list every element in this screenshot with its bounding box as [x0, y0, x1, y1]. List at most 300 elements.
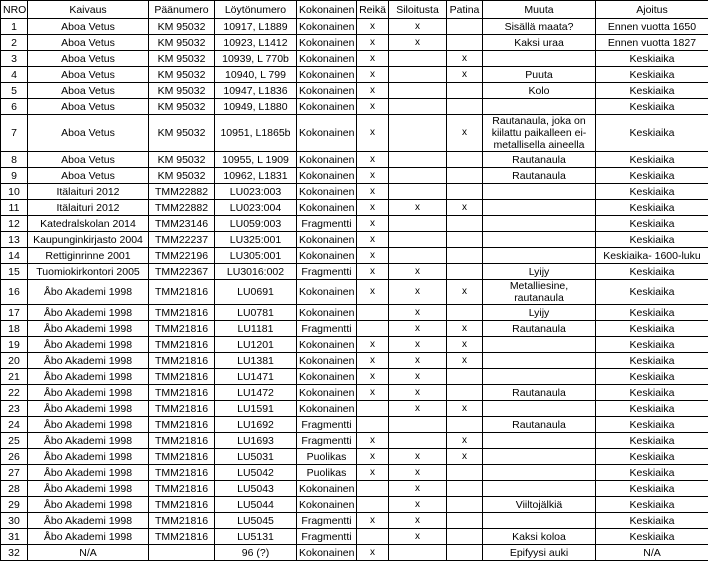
- column-header-loytonumero: Löytönumero: [215, 1, 297, 19]
- table-row: [1, 67, 708, 83]
- cell-ajoitus: Keskiaika: [596, 280, 708, 305]
- cell-nro: 31: [1, 529, 28, 545]
- table-row: [1, 200, 708, 216]
- cell-loytonumero: LU305:001: [215, 248, 297, 264]
- cell-patina: x: [447, 401, 483, 417]
- cell-patina: [447, 465, 483, 481]
- cell-patina: x: [447, 353, 483, 369]
- table-row: [1, 497, 708, 513]
- cell-patina: [447, 513, 483, 529]
- cell-kaivaus: Åbo Akademi 1998: [28, 280, 149, 305]
- cell-loytonumero: LU0691: [215, 280, 297, 305]
- cell-nro: 25: [1, 433, 28, 449]
- cell-patina: [447, 168, 483, 184]
- cell-muuta: [483, 99, 596, 115]
- column-header-muuta: Muuta: [483, 1, 596, 19]
- cell-reika: [357, 305, 389, 321]
- cell-nro: 9: [1, 168, 28, 184]
- cell-nro: 27: [1, 465, 28, 481]
- cell-reika: x: [357, 353, 389, 369]
- cell-reika: [357, 529, 389, 545]
- cell-ajoitus: Keskiaika: [596, 232, 708, 248]
- cell-nro: 32: [1, 545, 28, 561]
- table-row: [1, 449, 708, 465]
- cell-loytonumero: 10940, L 799: [215, 67, 297, 83]
- cell-kokonainen: Kokonainen: [297, 248, 357, 264]
- table-header-row: [1, 1, 708, 19]
- cell-kokonainen: Kokonainen: [297, 497, 357, 513]
- cell-siloitusta: x: [389, 35, 447, 51]
- cell-siloitusta: x: [389, 353, 447, 369]
- cell-reika: x: [357, 232, 389, 248]
- cell-kaivaus: Åbo Akademi 1998: [28, 337, 149, 353]
- cell-patina: x: [447, 449, 483, 465]
- cell-ajoitus: Keskiaika: [596, 465, 708, 481]
- cell-paanumero: KM 95032: [149, 19, 215, 35]
- cell-nro: 20: [1, 353, 28, 369]
- cell-nro: 1: [1, 19, 28, 35]
- cell-paanumero: [149, 545, 215, 561]
- cell-reika: x: [357, 184, 389, 200]
- cell-nro: 10: [1, 184, 28, 200]
- cell-kokonainen: Kokonainen: [297, 401, 357, 417]
- cell-reika: x: [357, 280, 389, 305]
- cell-muuta: [483, 232, 596, 248]
- cell-kaivaus: Åbo Akademi 1998: [28, 497, 149, 513]
- cell-muuta: Metalliesine, rautanaula: [483, 280, 596, 305]
- cell-kaivaus: Aboa Vetus: [28, 152, 149, 168]
- cell-kaivaus: Åbo Akademi 1998: [28, 465, 149, 481]
- cell-ajoitus: Keskiaika: [596, 152, 708, 168]
- cell-siloitusta: [389, 232, 447, 248]
- cell-nro: 13: [1, 232, 28, 248]
- cell-muuta: Rautanaula: [483, 152, 596, 168]
- cell-kaivaus: Åbo Akademi 1998: [28, 449, 149, 465]
- cell-kokonainen: Kokonainen: [297, 545, 357, 561]
- cell-nro: 15: [1, 264, 28, 280]
- cell-reika: x: [357, 152, 389, 168]
- table-row: [1, 321, 708, 337]
- column-header-paanumero: Päänumero: [149, 1, 215, 19]
- cell-loytonumero: LU325:001: [215, 232, 297, 248]
- cell-siloitusta: x: [389, 369, 447, 385]
- cell-siloitusta: [389, 248, 447, 264]
- cell-muuta: [483, 433, 596, 449]
- table-row: [1, 337, 708, 353]
- cell-paanumero: KM 95032: [149, 35, 215, 51]
- cell-kaivaus: Tuomiokirkontori 2005: [28, 264, 149, 280]
- cell-paanumero: KM 95032: [149, 67, 215, 83]
- cell-reika: x: [357, 200, 389, 216]
- cell-paanumero: TMM22367: [149, 264, 215, 280]
- cell-paanumero: TMM21816: [149, 353, 215, 369]
- cell-loytonumero: LU1591: [215, 401, 297, 417]
- cell-kokonainen: Kokonainen: [297, 168, 357, 184]
- cell-loytonumero: 10947, L1836: [215, 83, 297, 99]
- table-row: [1, 545, 708, 561]
- cell-patina: [447, 83, 483, 99]
- cell-siloitusta: x: [389, 19, 447, 35]
- cell-kokonainen: Fragmentti: [297, 417, 357, 433]
- cell-loytonumero: LU5045: [215, 513, 297, 529]
- cell-siloitusta: x: [389, 449, 447, 465]
- cell-patina: x: [447, 280, 483, 305]
- cell-kaivaus: Åbo Akademi 1998: [28, 385, 149, 401]
- cell-loytonumero: 10923, L1412: [215, 35, 297, 51]
- cell-reika: [357, 401, 389, 417]
- cell-muuta: Viiltojälkiä: [483, 497, 596, 513]
- cell-kokonainen: Fragmentti: [297, 529, 357, 545]
- cell-kokonainen: Fragmentti: [297, 513, 357, 529]
- table-row: [1, 232, 708, 248]
- cell-siloitusta: [389, 99, 447, 115]
- cell-kaivaus: Aboa Vetus: [28, 19, 149, 35]
- cell-kaivaus: Itälaituri 2012: [28, 200, 149, 216]
- cell-loytonumero: 10962, L1831: [215, 168, 297, 184]
- cell-loytonumero: 10955, L 1909: [215, 152, 297, 168]
- cell-siloitusta: [389, 433, 447, 449]
- cell-ajoitus: Keskiaika: [596, 168, 708, 184]
- cell-nro: 8: [1, 152, 28, 168]
- cell-ajoitus: Keskiaika: [596, 401, 708, 417]
- cell-siloitusta: [389, 417, 447, 433]
- cell-patina: [447, 99, 483, 115]
- cell-loytonumero: LU5031: [215, 449, 297, 465]
- column-header-nro: NRO: [1, 1, 28, 19]
- cell-nro: 22: [1, 385, 28, 401]
- cell-reika: x: [357, 369, 389, 385]
- cell-paanumero: TMM21816: [149, 369, 215, 385]
- cell-loytonumero: 96 (?): [215, 545, 297, 561]
- cell-kaivaus: Åbo Akademi 1998: [28, 513, 149, 529]
- cell-muuta: [483, 481, 596, 497]
- cell-paanumero: TMM21816: [149, 529, 215, 545]
- cell-loytonumero: LU1692: [215, 417, 297, 433]
- cell-nro: 2: [1, 35, 28, 51]
- cell-kokonainen: Kokonainen: [297, 83, 357, 99]
- cell-reika: x: [357, 67, 389, 83]
- cell-kokonainen: Kokonainen: [297, 67, 357, 83]
- cell-nro: 3: [1, 51, 28, 67]
- cell-loytonumero: LU5043: [215, 481, 297, 497]
- cell-paanumero: TMM22882: [149, 200, 215, 216]
- table-row: [1, 305, 708, 321]
- cell-reika: x: [357, 83, 389, 99]
- cell-muuta: [483, 353, 596, 369]
- cell-kaivaus: Åbo Akademi 1998: [28, 481, 149, 497]
- cell-muuta: [483, 337, 596, 353]
- cell-siloitusta: x: [389, 385, 447, 401]
- cell-muuta: [483, 184, 596, 200]
- cell-muuta: Sisällä maata?: [483, 19, 596, 35]
- table-row: [1, 168, 708, 184]
- cell-siloitusta: x: [389, 529, 447, 545]
- cell-loytonumero: LU023:004: [215, 200, 297, 216]
- cell-paanumero: TMM21816: [149, 481, 215, 497]
- cell-patina: [447, 264, 483, 280]
- cell-patina: [447, 216, 483, 232]
- cell-kaivaus: Åbo Akademi 1998: [28, 433, 149, 449]
- cell-muuta: [483, 200, 596, 216]
- cell-reika: x: [357, 465, 389, 481]
- cell-ajoitus: Keskiaika- 1600-luku: [596, 248, 708, 264]
- cell-ajoitus: Keskiaika: [596, 321, 708, 337]
- cell-patina: [447, 248, 483, 264]
- cell-muuta: Rautanaula: [483, 385, 596, 401]
- cell-reika: x: [357, 168, 389, 184]
- cell-kaivaus: Åbo Akademi 1998: [28, 305, 149, 321]
- cell-reika: [357, 321, 389, 337]
- cell-kokonainen: Fragmentti: [297, 264, 357, 280]
- cell-loytonumero: 10917, L1889: [215, 19, 297, 35]
- cell-siloitusta: x: [389, 465, 447, 481]
- cell-patina: [447, 417, 483, 433]
- cell-kaivaus: Aboa Vetus: [28, 67, 149, 83]
- cell-ajoitus: Keskiaika: [596, 481, 708, 497]
- table-row: [1, 264, 708, 280]
- cell-nro: 23: [1, 401, 28, 417]
- cell-siloitusta: [389, 115, 447, 152]
- cell-muuta: Epifyysi auki: [483, 545, 596, 561]
- table-row: [1, 513, 708, 529]
- cell-reika: x: [357, 513, 389, 529]
- table-row: [1, 369, 708, 385]
- cell-kokonainen: Kokonainen: [297, 184, 357, 200]
- cell-paanumero: KM 95032: [149, 152, 215, 168]
- cell-reika: x: [357, 248, 389, 264]
- cell-reika: x: [357, 264, 389, 280]
- table-row: [1, 115, 708, 152]
- cell-muuta: Rautanaula: [483, 168, 596, 184]
- table-row: [1, 248, 708, 264]
- cell-nro: 11: [1, 200, 28, 216]
- cell-reika: x: [357, 99, 389, 115]
- column-header-patina: Patina: [447, 1, 483, 19]
- table-row: [1, 35, 708, 51]
- cell-reika: [357, 417, 389, 433]
- cell-kaivaus: Aboa Vetus: [28, 168, 149, 184]
- cell-loytonumero: LU5131: [215, 529, 297, 545]
- cell-kaivaus: Aboa Vetus: [28, 35, 149, 51]
- cell-siloitusta: [389, 152, 447, 168]
- table-row: [1, 353, 708, 369]
- cell-loytonumero: LU5042: [215, 465, 297, 481]
- cell-paanumero: TMM21816: [149, 401, 215, 417]
- cell-reika: x: [357, 385, 389, 401]
- cell-kaivaus: Åbo Akademi 1998: [28, 401, 149, 417]
- cell-muuta: Rautanaula: [483, 321, 596, 337]
- cell-muuta: [483, 216, 596, 232]
- cell-ajoitus: Keskiaika: [596, 83, 708, 99]
- cell-patina: [447, 385, 483, 401]
- column-header-reika: Reikä: [357, 1, 389, 19]
- cell-ajoitus: Keskiaika: [596, 200, 708, 216]
- cell-kaivaus: Aboa Vetus: [28, 99, 149, 115]
- cell-patina: x: [447, 67, 483, 83]
- cell-patina: [447, 497, 483, 513]
- cell-kokonainen: Puolikas: [297, 465, 357, 481]
- cell-nro: 26: [1, 449, 28, 465]
- table-row: [1, 184, 708, 200]
- table-body: [1, 19, 708, 561]
- cell-loytonumero: LU3016:002: [215, 264, 297, 280]
- cell-kaivaus: Åbo Akademi 1998: [28, 417, 149, 433]
- cell-patina: x: [447, 337, 483, 353]
- cell-patina: [447, 369, 483, 385]
- cell-reika: x: [357, 545, 389, 561]
- cell-paanumero: TMM21816: [149, 417, 215, 433]
- cell-paanumero: TMM21816: [149, 305, 215, 321]
- cell-kaivaus: Rettiginrinne 2001: [28, 248, 149, 264]
- cell-paanumero: TMM23146: [149, 216, 215, 232]
- cell-paanumero: TMM22882: [149, 184, 215, 200]
- cell-kokonainen: Kokonainen: [297, 51, 357, 67]
- cell-patina: [447, 232, 483, 248]
- cell-kokonainen: Fragmentti: [297, 433, 357, 449]
- column-header-ajoitus: Ajoitus: [596, 1, 708, 19]
- cell-loytonumero: LU1181: [215, 321, 297, 337]
- cell-siloitusta: x: [389, 481, 447, 497]
- cell-paanumero: TMM21816: [149, 449, 215, 465]
- cell-loytonumero: LU023:003: [215, 184, 297, 200]
- cell-nro: 29: [1, 497, 28, 513]
- cell-siloitusta: x: [389, 513, 447, 529]
- table-row: [1, 216, 708, 232]
- cell-paanumero: TMM21816: [149, 465, 215, 481]
- cell-paanumero: TMM21816: [149, 321, 215, 337]
- cell-kaivaus: Kaupunginkirjasto 2004: [28, 232, 149, 248]
- cell-paanumero: TMM21816: [149, 497, 215, 513]
- table-row: [1, 51, 708, 67]
- cell-ajoitus: Keskiaika: [596, 337, 708, 353]
- cell-nro: 14: [1, 248, 28, 264]
- cell-ajoitus: Keskiaika: [596, 216, 708, 232]
- cell-kokonainen: Kokonainen: [297, 337, 357, 353]
- cell-muuta: Rautanaula: [483, 417, 596, 433]
- cell-kaivaus: Katedralskolan 2014: [28, 216, 149, 232]
- cell-reika: x: [357, 337, 389, 353]
- cell-loytonumero: LU1381: [215, 353, 297, 369]
- cell-siloitusta: x: [389, 401, 447, 417]
- cell-kaivaus: Åbo Akademi 1998: [28, 321, 149, 337]
- cell-loytonumero: LU059:003: [215, 216, 297, 232]
- cell-paanumero: TMM21816: [149, 513, 215, 529]
- cell-ajoitus: Keskiaika: [596, 264, 708, 280]
- cell-nro: 21: [1, 369, 28, 385]
- cell-kokonainen: Kokonainen: [297, 232, 357, 248]
- table-row: [1, 280, 708, 305]
- cell-siloitusta: x: [389, 337, 447, 353]
- cell-loytonumero: 10951, L1865b: [215, 115, 297, 152]
- cell-reika: x: [357, 35, 389, 51]
- cell-paanumero: TMM21816: [149, 433, 215, 449]
- cell-loytonumero: LU1201: [215, 337, 297, 353]
- table-row: [1, 19, 708, 35]
- cell-kokonainen: Fragmentti: [297, 321, 357, 337]
- cell-reika: x: [357, 216, 389, 232]
- cell-paanumero: KM 95032: [149, 99, 215, 115]
- cell-loytonumero: LU1471: [215, 369, 297, 385]
- column-header-kaivaus: Kaivaus: [28, 1, 149, 19]
- cell-ajoitus: Keskiaika: [596, 115, 708, 152]
- cell-siloitusta: x: [389, 264, 447, 280]
- table-row: [1, 152, 708, 168]
- cell-kokonainen: Kokonainen: [297, 200, 357, 216]
- cell-patina: x: [447, 51, 483, 67]
- cell-paanumero: KM 95032: [149, 168, 215, 184]
- cell-siloitusta: [389, 545, 447, 561]
- cell-loytonumero: LU1472: [215, 385, 297, 401]
- cell-patina: [447, 19, 483, 35]
- cell-loytonumero: LU5044: [215, 497, 297, 513]
- cell-ajoitus: Keskiaika: [596, 385, 708, 401]
- cell-nro: 19: [1, 337, 28, 353]
- cell-muuta: [483, 248, 596, 264]
- cell-kaivaus: Åbo Akademi 1998: [28, 529, 149, 545]
- cell-muuta: Puuta: [483, 67, 596, 83]
- cell-paanumero: TMM22237: [149, 232, 215, 248]
- cell-ajoitus: Keskiaika: [596, 67, 708, 83]
- cell-ajoitus: Keskiaika: [596, 529, 708, 545]
- cell-kokonainen: Kokonainen: [297, 99, 357, 115]
- cell-ajoitus: Keskiaika: [596, 449, 708, 465]
- cell-patina: [447, 184, 483, 200]
- cell-siloitusta: x: [389, 200, 447, 216]
- cell-siloitusta: [389, 168, 447, 184]
- table-row: [1, 401, 708, 417]
- cell-patina: x: [447, 115, 483, 152]
- cell-nro: 5: [1, 83, 28, 99]
- cell-patina: [447, 305, 483, 321]
- cell-kokonainen: Kokonainen: [297, 115, 357, 152]
- cell-reika: x: [357, 51, 389, 67]
- table-row: [1, 99, 708, 115]
- cell-kaivaus: Aboa Vetus: [28, 51, 149, 67]
- cell-siloitusta: x: [389, 321, 447, 337]
- cell-kaivaus: Itälaituri 2012: [28, 184, 149, 200]
- cell-kaivaus: N/A: [28, 545, 149, 561]
- cell-patina: [447, 529, 483, 545]
- cell-ajoitus: Keskiaika: [596, 417, 708, 433]
- cell-muuta: Lyijy: [483, 264, 596, 280]
- cell-loytonumero: LU1693: [215, 433, 297, 449]
- cell-reika: x: [357, 433, 389, 449]
- cell-siloitusta: [389, 51, 447, 67]
- cell-kaivaus: Åbo Akademi 1998: [28, 369, 149, 385]
- cell-ajoitus: Keskiaika: [596, 369, 708, 385]
- cell-reika: x: [357, 449, 389, 465]
- table-row: [1, 529, 708, 545]
- cell-ajoitus: Keskiaika: [596, 305, 708, 321]
- table-row: [1, 83, 708, 99]
- cell-kokonainen: Kokonainen: [297, 369, 357, 385]
- cell-nro: 16: [1, 280, 28, 305]
- cell-ajoitus: Keskiaika: [596, 184, 708, 200]
- cell-nro: 24: [1, 417, 28, 433]
- cell-muuta: Kaksi koloa: [483, 529, 596, 545]
- cell-nro: 17: [1, 305, 28, 321]
- cell-kaivaus: Aboa Vetus: [28, 83, 149, 99]
- cell-loytonumero: LU0781: [215, 305, 297, 321]
- cell-kaivaus: Åbo Akademi 1998: [28, 353, 149, 369]
- column-header-siloitusta: Siloitusta: [389, 1, 447, 19]
- cell-patina: [447, 152, 483, 168]
- cell-nro: 12: [1, 216, 28, 232]
- cell-nro: 28: [1, 481, 28, 497]
- table-row: [1, 465, 708, 481]
- cell-patina: x: [447, 433, 483, 449]
- table-row: [1, 385, 708, 401]
